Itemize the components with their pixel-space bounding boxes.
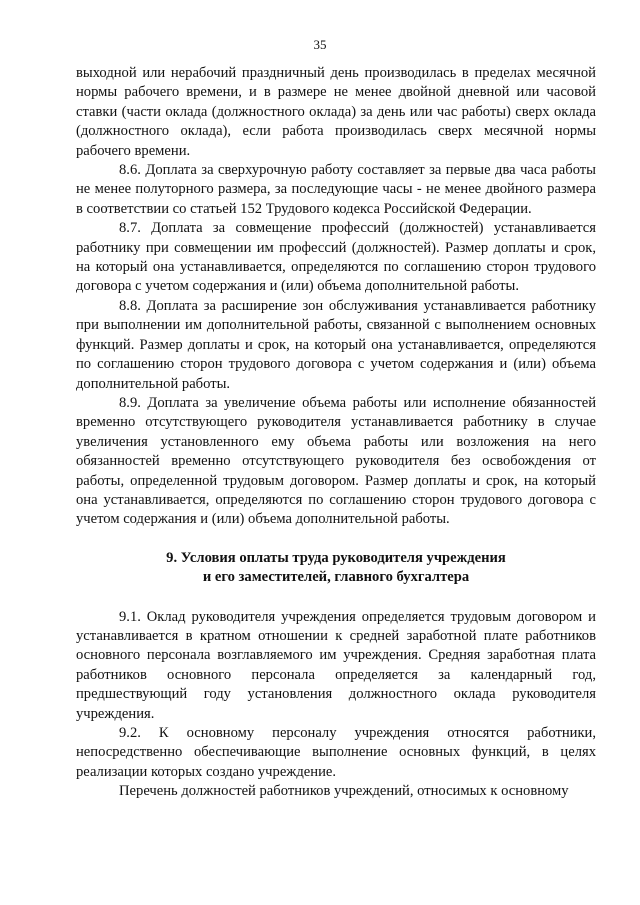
paragraph-9-2: 9.2. К основному персоналу учреждения относятся работники, непосредственно обеспечивающие выполнение основных функций, в целях реализации которых создано учреждение.: [76, 725, 596, 780]
paragraph-list-intro: Перечень должностей работников учреждений, относимых к основному: [119, 783, 569, 800]
paragraph-8-7: 8.7. Доплата за совмещение профессий (должностей) устанавливается работнику при совмещении им профессий (должностей). Размер доплаты и срок, на который она устанавливается, определяются по соглашению сторон трудового договора с учетом содержания и (или) объема дополнительной работы.: [76, 220, 596, 295]
section-heading: [76, 549, 596, 588]
paragraph-9-1: 9.1. Оклад руководителя учреждения определяется трудовым договором и устанавливается в кратном отношении к средней заработной плате работников основного персонала возглавляемого им учреждения. Средняя заработная плата работников основного персонала определяется за календарный год, предшествующий году установления должностного оклада руководителя учреждения.: [76, 608, 596, 722]
paragraph-8-8: 8.8. Доплата за расширение зон обслуживания устанавливается работнику при выполнении им дополнительной работы, связанной с выполнением основных функций. Размер доплаты и срок, на который она устанавливается, определяются по соглашению сторон трудового договора с учетом содержания и (или) объема дополнительной работы.: [76, 297, 596, 392]
section-heading-line-1: 9. Условия оплаты труда руководителя учреждения: [166, 549, 506, 566]
paragraph-8-6: 8.6. Доплата за сверхурочную работу составляет за первые два часа работы не менее полуторного размера, за последующие часы - не менее двойного размера в соответствии со статьей 152 Трудового кодекса Российской Федерации.: [76, 162, 596, 217]
section-heading-line-2: и его заместителей, главного бухгалтера: [202, 569, 470, 586]
document-body: [76, 64, 596, 802]
paragraph-8-9: 8.9. Доплата за увеличение объема работы или исполнение обязанностей временно отсутствующего руководителя устанавливается работнику в случае увеличения установленного ему объема работы или возложения на него обязанностей временно отсутствующего руководителя без освобождения от работы, определенной трудовым договором. Размер доплаты и срок, на который она устанавливается, определяются по соглашению сторон трудового договора с учетом содержания и (или) объема дополнительной работы.: [76, 394, 596, 528]
page-number: 35: [313, 37, 327, 52]
paragraph-continuation: выходной или нерабочий праздничный день производилась в пределах месячной нормы рабочего времени, и в размере не менее двойной дневной или часовой ставки (части оклада (должностного оклада) за день или час работы) сверх оклада (должностного оклада), если работа производилась сверх месячной нормы рабочего времени.: [76, 65, 596, 159]
